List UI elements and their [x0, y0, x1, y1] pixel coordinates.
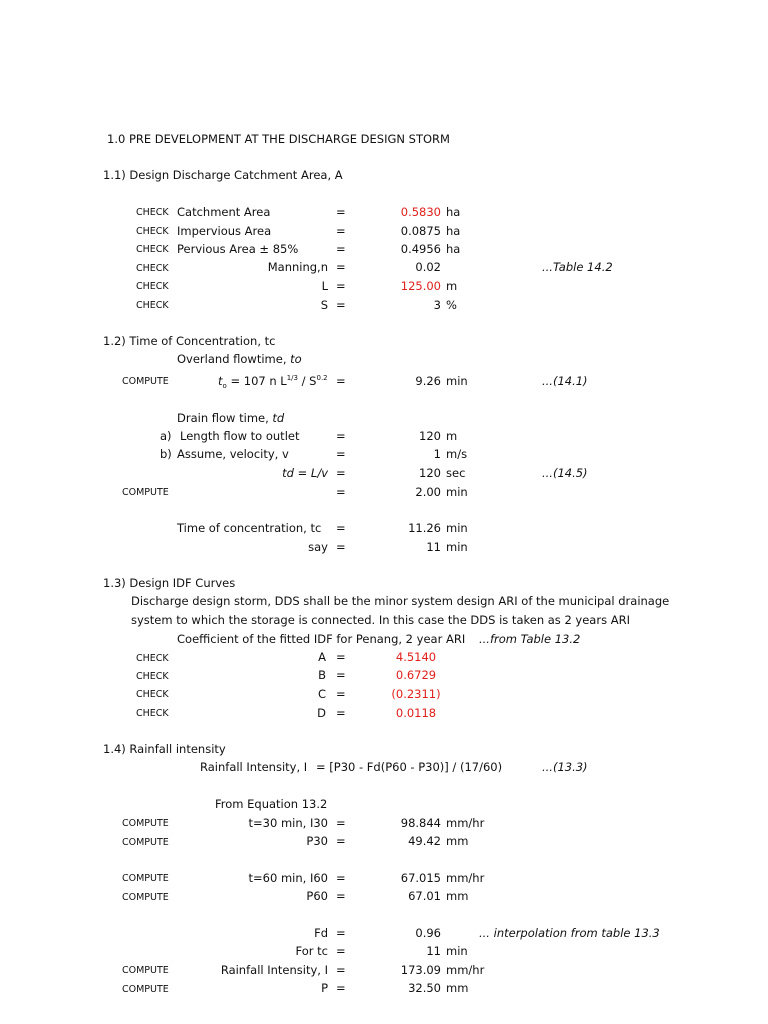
row-value: 11 [426, 540, 441, 554]
row-unit: m [446, 279, 458, 293]
row-value: 9.26 [415, 374, 441, 388]
row-label: Length flow to outlet [180, 429, 300, 443]
row-label: Rainfall Intensity, I [220, 963, 328, 977]
row-label: P [321, 981, 328, 995]
row-value: 0.0118 [395, 706, 437, 720]
row-label: td = L/v [282, 466, 328, 480]
row-unit: ha [446, 205, 461, 219]
formula-sub: o [222, 382, 227, 391]
equals-sign: = [336, 298, 346, 312]
reference-note: ... interpolation from table 13.3 [479, 926, 660, 940]
row-label: Assume, velocity, v [177, 447, 289, 461]
row-unit: mm [446, 889, 469, 903]
check-tag: CHECK [136, 226, 169, 237]
overland-flowtime-label [177, 352, 302, 366]
row-value: 0.5830 [400, 205, 441, 219]
section-1-3-heading: 1.3) Design IDF Curves [103, 576, 236, 590]
overland-variable: to [290, 352, 302, 366]
check-tag: CHECK [136, 671, 169, 682]
row-value: 11 [426, 944, 441, 958]
row-label: L [321, 279, 328, 293]
row-unit: m/s [446, 447, 468, 461]
formula-exponent: 0.2 [316, 374, 328, 382]
equals-sign: = [336, 963, 346, 977]
equals-sign: = [336, 687, 346, 701]
compute-tag: COMPUTE [122, 965, 169, 976]
row-label: B [318, 668, 326, 682]
equals-sign: = [336, 871, 346, 885]
row-value: 0.4956 [400, 242, 441, 256]
equals-sign: = [336, 816, 346, 830]
equals-sign: = [336, 205, 346, 219]
equals-sign: = [336, 889, 346, 903]
equals-sign: = [336, 224, 346, 238]
reference-note: ...(14.1) [542, 374, 588, 388]
row-unit: mm/hr [446, 963, 485, 977]
equals-sign: = [336, 926, 346, 940]
row-value: 98.844 [400, 816, 441, 830]
equals-sign: = [336, 650, 346, 664]
compute-tag: COMPUTE [122, 487, 169, 498]
row-value: 0.96 [415, 926, 441, 940]
row-unit: min [446, 540, 468, 554]
row-value: 0.02 [415, 260, 441, 274]
row-value: 67.01 [408, 889, 441, 903]
formula-part: = 107 n L [226, 373, 287, 388]
row-unit: sec [446, 466, 466, 480]
equals-sign: = [336, 242, 346, 256]
row-label: P60 [306, 889, 328, 903]
row-label: say [308, 540, 328, 554]
equals-sign: = [336, 485, 346, 499]
row-value: 125.00 [400, 279, 441, 293]
section-1-4-heading: 1.4) Rainfall intensity [103, 742, 226, 756]
row-unit: ha [446, 224, 461, 238]
equals-sign: = [336, 374, 346, 388]
row-label: Fd [314, 926, 328, 940]
row-value: 1 [433, 447, 441, 461]
reference-note: ...(13.3) [542, 760, 588, 774]
row-value: 173.09 [400, 963, 441, 977]
overland-text: Overland flowtime, [177, 352, 287, 366]
row-label: D [317, 706, 326, 720]
row-unit: min [446, 485, 468, 499]
row-label: Impervious Area [177, 224, 272, 238]
row-unit: min [446, 944, 468, 958]
formula-t: t [218, 373, 223, 388]
drain-flowtime-label [177, 411, 284, 425]
equals-sign: = [336, 521, 346, 535]
reference-note: ...(14.5) [542, 466, 588, 480]
equals-sign: = [336, 466, 346, 480]
compute-tag: COMPUTE [122, 818, 169, 829]
row-unit: ha [446, 242, 461, 256]
reference-note: ...Table 14.2 [542, 260, 613, 274]
compute-tag: COMPUTE [122, 873, 169, 884]
paragraph-line: system to which the storage is connected. In this case the DDS is taken as 2 years ARI [131, 613, 630, 627]
row-value: (0.2311) [391, 687, 441, 701]
check-tag: CHECK [136, 300, 169, 311]
drain-text: Drain flow time, [177, 411, 269, 425]
row-value: 0.6729 [395, 668, 437, 682]
compute-tag: COMPUTE [122, 837, 169, 848]
check-tag: CHECK [136, 263, 169, 274]
row-value: 4.5140 [395, 650, 437, 664]
row-label: A [318, 650, 326, 664]
row-label: P30 [306, 834, 328, 848]
item-prefix: b) [160, 447, 172, 461]
row-label: Catchment Area [177, 205, 271, 219]
row-value: 49.42 [408, 834, 441, 848]
formula-exponent: 1/3 [286, 374, 298, 382]
check-tag: CHECK [136, 207, 169, 218]
row-label: For tc [295, 944, 328, 958]
row-label: Pervious Area ± 85% [177, 242, 299, 256]
check-tag: CHECK [136, 244, 169, 255]
row-value: 2.00 [415, 485, 441, 499]
coefficient-label: Coefficient of the fitted IDF for Penang, 2 year ARI [177, 632, 466, 646]
row-unit: m [446, 429, 458, 443]
row-value: 11.26 [408, 521, 441, 535]
equals-sign: = [336, 834, 346, 848]
row-unit: mm/hr [446, 871, 485, 885]
row-label: C [317, 687, 326, 701]
row-label: Manning,n [267, 260, 328, 274]
check-tag: CHECK [136, 653, 169, 664]
equals-sign: = [336, 260, 346, 274]
row-unit: mm/hr [446, 816, 485, 830]
row-value: 32.50 [408, 981, 441, 995]
row-label: t=30 min, I30 [248, 816, 328, 830]
row-value: 67.015 [400, 871, 441, 885]
row-unit: mm [446, 981, 469, 995]
row-label: t=60 min, I60 [248, 871, 328, 885]
reference-note: ...from Table 13.2 [479, 632, 581, 646]
equals-sign: = [336, 944, 346, 958]
row-unit: % [446, 298, 457, 312]
row-unit: min [446, 521, 468, 535]
row-value: 0.0875 [400, 224, 441, 238]
rainfall-formula: = [P30 - Fd(P60 - P30)] / (17/60) [316, 760, 503, 774]
check-tag: CHECK [136, 689, 169, 700]
overland-formula [218, 371, 328, 393]
check-tag: CHECK [136, 708, 169, 719]
formula-label: Rainfall Intensity, I [200, 760, 308, 774]
row-value: 120 [419, 466, 441, 480]
row-unit: min [446, 374, 468, 388]
equals-sign: = [336, 429, 346, 443]
item-prefix: a) [160, 429, 172, 443]
drain-variable: td [272, 411, 285, 425]
equals-sign: = [336, 668, 346, 682]
row-value: 120 [419, 429, 441, 443]
compute-tag: COMPUTE [122, 984, 169, 995]
document-title: 1.0 PRE DEVELOPMENT AT THE DISCHARGE DESIGN STORM [107, 132, 450, 146]
compute-tag: COMPUTE [122, 892, 169, 903]
section-1-2-heading: 1.2) Time of Concentration, tc [103, 334, 276, 348]
compute-tag: COMPUTE [122, 376, 169, 387]
equals-sign: = [336, 540, 346, 554]
equals-sign: = [336, 447, 346, 461]
equals-sign: = [336, 279, 346, 293]
check-tag: CHECK [136, 281, 169, 292]
formula-part: / S [297, 373, 317, 388]
row-label: Time of concentration, tc [177, 521, 322, 535]
from-equation-label: From Equation 13.2 [215, 797, 328, 811]
row-value: 3 [433, 298, 441, 312]
equals-sign: = [336, 981, 346, 995]
row-label: S [320, 298, 328, 312]
equals-sign: = [336, 706, 346, 720]
row-unit: mm [446, 834, 469, 848]
paragraph-line: Discharge design storm, DDS shall be the minor system design ARI of the municipal drainage [131, 594, 670, 608]
section-1-1-heading: 1.1) Design Discharge Catchment Area, A [103, 168, 343, 182]
